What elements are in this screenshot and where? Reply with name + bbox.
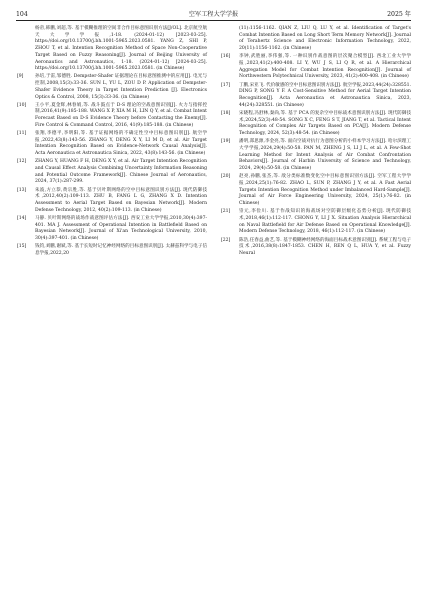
- reference-entry: [17, 103, 207, 130]
- reference-text: 陈浩,任春益,曲艺,等. 基于模糊神经网络的海面目标战术意图识别[J]. 系统工程与电子技术,2016,38(8):1847-1853. CHEN H, REN Q L, HUA Y, et al. Fuzzy Neural: [239, 237, 411, 256]
- reference-text: 张翔,李德平,李明阳,等. 基于证据网络的不确定性空中目标意图识别[J]. 航空学报,2022,43(8):143-56. ZHANG Y, DENG X Y, LI M D, et al. Air Target Intention Recognition Based on Evidence-Network Causal Analysis[J]. Acta Aeronautica et Astronautica Sinica, 2022, 43(8):143-56. (in Chinese): [35, 131, 207, 157]
- reference-entry: [221, 54, 411, 81]
- reference-text: 崇元,李俭川. 基于作战知识的海战场对空防御层级化态势分析[J]. 现代防御技术,2018,46(1):112-117. CHONG Y, LI J X. Situation Analysis Hierarchical on Naval Battlefield for Air Defense Based on Operational Knowledge[J]. Modern Defense Technology, 2018, 46(1):112-117. (in Chinese): [239, 209, 411, 235]
- reference-text: 朱波,方立恭,黄宗胜,等. 基于贝叶斯网络的空中目标意图识别方法[J]. 现代防御技术,2012,40(2):109-113. ZHU B, FANG L G, ZHANG X D. Intention Assessment to Aerial Target Based on Bayesian Network[J]. Modern Defense Technology, 2012, 40(2):109-113. (in Chinese): [35, 187, 207, 213]
- reference-text: 宋晓程,冯舒林,秦尚,等. 基于 PCA 的复杂空中目标战术意图识别方法[J]. 现代防御技术,2024,52(3):48-54. SONG X C, FENG S T, JIANG T, et al. Tactical Intent Recognition of Complex Air Targets Based on PCA[J]. Modern Defense Technology, 2024, 52(3):48-54. (in Chinese): [239, 110, 411, 137]
- reference-number: [12]: [17, 159, 27, 165]
- reference-text: 王小平,夏金辉,林春娟,等. 战斗鼓点于 D-S 理论的空战意图识别[J]. 火力与指挥控制,2016,41(9):185-188. WANG X P, XIA M H, LIN Q Y, et al. Combat Intent Forecast Based on D-S Evidence Theory before Contacting the Enemy[J]. Fire Control & Command Control, 2016, 41(9):185-188. (in Chinese): [35, 102, 207, 128]
- reference-column-right: [221, 26, 411, 259]
- reference-entry: [17, 74, 207, 101]
- journal-title: 空军工程大学学报: [188, 11, 239, 18]
- reference-number: [10]: [17, 102, 27, 108]
- reference-number: [13]: [17, 187, 27, 193]
- reference-entry: [17, 244, 207, 257]
- reference-number: [11]: [17, 131, 27, 137]
- reference-text: 赵亮,孙鹏,张杰,等. 敌分类标准数变化空中目标意图识别方法[J]. 空军工程大学学报,2024,25(1):76-82. ZHAO L, SUN P, ZHANG J Y, et al. A Fast Aerial Targets Intention Recognition Method under Imbalanced Hard-Sample[J]. Journal of Air Force Engineering University, 2024, 25(1):76-82. (in Chinese): [239, 174, 411, 207]
- reference-number: [14]: [17, 215, 27, 221]
- reference-number: [9]: [17, 74, 24, 80]
- reference-number: [15]: [17, 244, 27, 250]
- reference-entry: [221, 238, 411, 258]
- reference-entry: [221, 26, 411, 53]
- reference-text: 潘明,郑思源,李金亮,等. 面向空战对抗行为意图分析的小样本学习方法[J]. 哈尔滨理工大学学报,2024,29(4):50-58. PAN M, ZHENG J S, LI J L, et al. A Few-Shot Learning Method for Intent Analysis of Air Combat Confrontation Behaviors[J]. Journal of Harbin University of Science and Technology, 2024, 29(4):50-58. (in Chinese): [239, 139, 411, 172]
- reference-text: ZHANG Y, HUANG F H, DENG X Y, et al. Air Target Intention Recognition and Causal Effect Analysis Combining Uncertainty Information Reasoning and Potential Outcome Framework[J]. Chinese Journal of Aeronautics, 2024, 37(1):287-299.: [35, 159, 207, 185]
- reference-entry: [17, 188, 207, 215]
- running-header: [16, 10, 411, 21]
- reference-entry: [221, 209, 411, 236]
- reference-entry: [17, 216, 207, 243]
- reference-number: [19]: [221, 139, 231, 145]
- reference-text: 李钟,武胜丽,李伟强,等. 一种识别作战意图的层次聚合模型[J]. 西北工业大学学报,2023,41(2):400-408. LI Y, WU J S, LI Q R, et al. A Hierarchical Aggregation Model for Combat Intention Recognition[J]. Journal of Northwestern Polytechnical University, 2023, 41(2):400-408. (in Chinese): [239, 54, 411, 80]
- reference-text: 杨帝,韩鹏,刘超,等. 基于模糊推理的空间非合作目标意图识别方法[J/OL]. 北京航空航天大学学报,1-18. (2024-01-12) [2023-03-25]. https://doi.org/10.13700/j.bh.1001-5965.2023.0581. YANG Z, SHI P, ZHOU T, et al. Intention Recognition Method of Space Non-Cooperative Target Based on Fuzzy Reasoning[J]. Journal of Beijing University of Aeronautics and Astronautics, 1-18. (2024-01-12) [2024-03-25]. https://doi.org/10.13700/j.bh.1001-5965.2023.0581. (in Chinese): [35, 26, 207, 72]
- issue-year: 2025 年: [387, 11, 411, 18]
- reference-entry: [17, 131, 207, 158]
- reference-text: 丁鹏,宋亚飞. 代价敏感的空中目标意图识别方法[J]. 航空学报,2023,44(24):328551. DING P, SONG Y F. A Cost-Sensitive Method for Aerial Target Intention Recognition[J]. Acta Aeronautica et Astronautica Sinica, 2023, 44(24):328551. (in Chinese): [239, 82, 411, 108]
- reference-number: [16]: [221, 54, 231, 60]
- reference-text: 钱钧,刘鹏,谢斌,等. 基于长短时记忆神经网络的目标意图识别[J]. 太赫兹科学与电子信息学报,2022,20: [35, 244, 207, 256]
- reference-number: [22]: [221, 237, 231, 243]
- reference-entry: [221, 174, 411, 208]
- reference-entry: [221, 83, 411, 110]
- reference-entry: [17, 26, 207, 73]
- reference-number: [18]: [221, 110, 231, 116]
- reference-text: (11):1156-1162. QIAN Z, LIU Q, LU Y, et al. Identification of Target's Combat Intention Based on Long Short Term Memory Network[J]. Journal of Terahertz Science and Electronic Information Technology, 2022, 20(11):1156-1162. (in Chinese): [239, 26, 411, 52]
- reference-column-left: [17, 26, 207, 259]
- reference-number: [20]: [221, 174, 231, 180]
- page-number: 104: [16, 11, 28, 18]
- reference-number: [17]: [221, 82, 231, 88]
- reference-entry: [17, 159, 207, 186]
- reference-entry: [221, 111, 411, 138]
- reference-entry: [221, 139, 411, 173]
- reference-text: 马静. 贝叶斯网络的战场作战意图评估方法[J]. 西安工业大学学报,2010,30(4):397-401. MA J. Assessment of Operational Intention in Battlefield Based on Bayesian Network[J]. Journal of Xi'an Technological University, 2010, 30(4):397-401. (in Chinese): [35, 215, 207, 242]
- reference-number: [21]: [221, 209, 231, 215]
- reference-text: 孙培,于雷,邹德胜. Dempster-Shafer 证据理论在目标意图推测中的应用[J]. 电光与控制,2008,15(3):33-36. SUN L, YU L, ZOU D P. Application of Dempster-Shafer Evidence Theory in Target Intention Prediction [J]. Electronics Optics & Control, 2008, 15(3):33-36. (in Chinese): [35, 74, 207, 100]
